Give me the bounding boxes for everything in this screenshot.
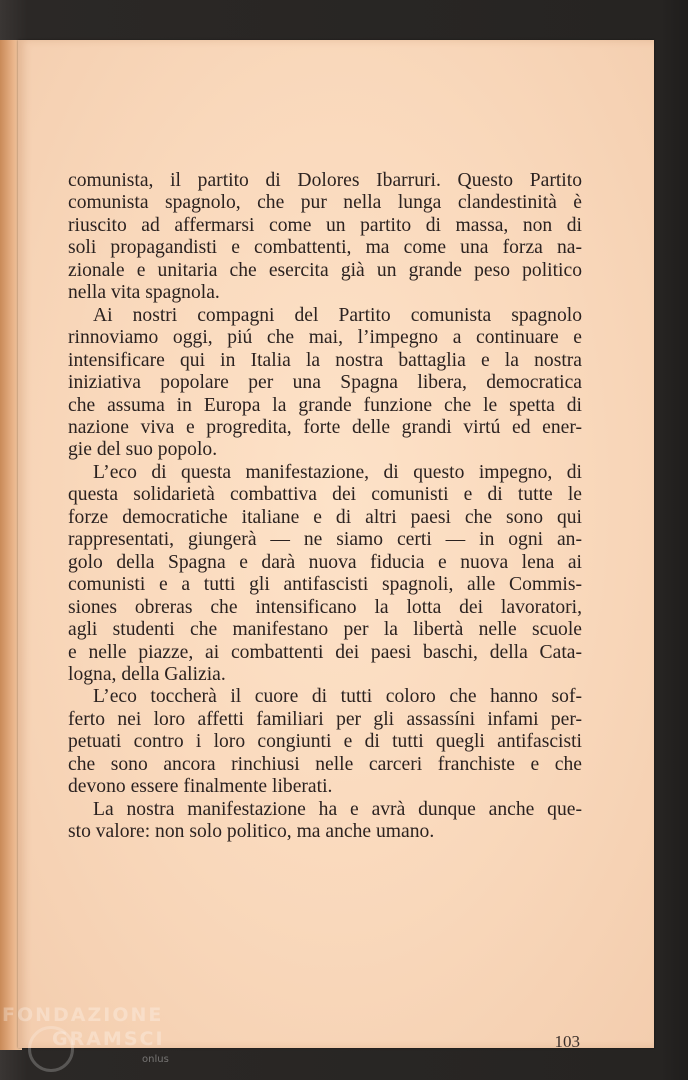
text-line: ferto nei loro affetti familiari per gli assassíni infami per- <box>68 708 582 730</box>
text-line: sto valore: non solo politico, ma anche umano. <box>68 821 435 843</box>
body-text <box>68 170 582 844</box>
text-line: devono essere finalmente liberati. <box>68 776 333 798</box>
text-line: L’eco di questa manifestazione, di questo impegno, di <box>93 461 582 483</box>
text-line: nella vita spagnola. <box>68 282 220 304</box>
text-line: soli propagandisti e combattenti, ma come una forza na- <box>68 237 582 259</box>
text-line: Ai nostri compagni del Partito comunista spagnolo <box>93 304 582 326</box>
text-line: comunista spagnolo, che pur nella lunga clandestinità è <box>68 192 582 214</box>
text-line: che sono ancora rinchiusi nelle carceri franchiste e che <box>68 753 582 775</box>
text-line: petuati contro i loro congiunti e di tutti quegli antifascisti <box>68 731 582 753</box>
text-line: logna, della Galizia. <box>68 663 226 685</box>
text-line: riuscito ad affermarsi come un partito di massa, non di <box>68 214 582 236</box>
text-line: nazione viva e progredita, forte delle grandi virtú ed ener- <box>68 416 582 438</box>
text-line: agli studenti che manifestano per la libertà nelle scuole <box>68 619 582 641</box>
paragraph-4 <box>68 686 582 798</box>
text-line: questa solidarietà combattiva dei comunisti e di tutte le <box>68 484 582 506</box>
text-line: comunista, il partito di Dolores Ibarruri. Questo Partito <box>68 170 582 191</box>
watermark-line-3: onlus <box>142 1054 169 1065</box>
text-line: intensificare qui in Italia la nostra battaglia e la nostra <box>68 349 582 371</box>
text-line: gie del suo popolo. <box>68 439 218 461</box>
text-line: comunisti e a tutti gli antifascisti spagnoli, alle Commis- <box>68 574 582 596</box>
text-line: che assuma in Europa la grande funzione che le spetta di <box>68 394 582 416</box>
watermark-logo <box>2 1004 202 1074</box>
paragraph-5 <box>68 799 582 844</box>
text-line: rappresentati, giungerà — ne siamo certi — in ogni an- <box>68 529 582 551</box>
text-line: forze democratiche italiane e di altri paesi che sono qui <box>68 506 582 528</box>
text-line: zionale e unitaria che esercita già un grande peso politico <box>68 259 582 281</box>
book-page <box>18 40 654 1051</box>
text-line: siones obreras che intensificano la lotta dei lavoratori, <box>68 596 582 618</box>
text-line: golo della Spagna e darà nuova fiducia e nuova lena ai <box>68 551 582 573</box>
watermark-line-2: GRAMSCI <box>52 1028 165 1050</box>
text-line: iniziativa popolare per una Spagna libera, democratica <box>68 372 582 394</box>
paragraph-1 <box>68 170 582 305</box>
watermark-line-1: FONDAZIONE <box>2 1004 164 1026</box>
page-number: 103 <box>554 1032 580 1051</box>
paragraph-2 <box>68 305 582 462</box>
text-line: e nelle piazze, ai combattenti dei paesi baschi, della Cata- <box>68 641 582 663</box>
text-line: La nostra manifestazione ha e avrà dunque anche que- <box>93 798 582 820</box>
text-line: L’eco toccherà il cuore di tutti coloro che hanno sof- <box>93 686 582 708</box>
text-line: rinnoviamo oggi, piú che mai, l’impegno a continuare e <box>68 327 582 349</box>
paragraph-3 <box>68 462 582 687</box>
